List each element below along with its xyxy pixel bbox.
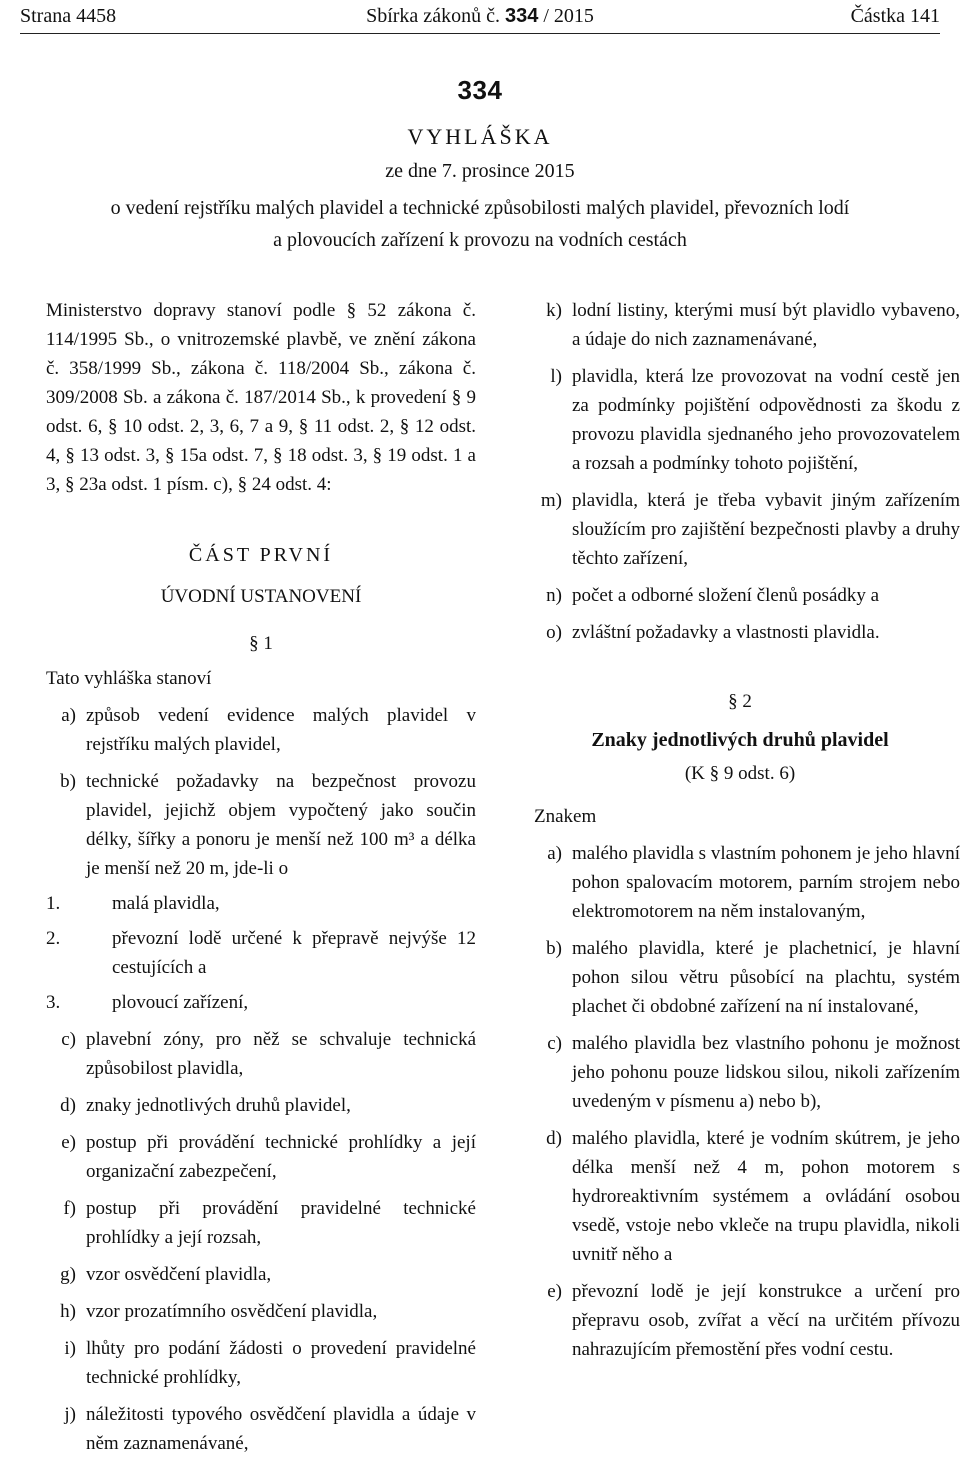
section-2-heading: § 2: [728, 691, 752, 712]
page-header: [20, 4, 940, 28]
item-text: zvláštní požadavky a vlastnosti plavidla.: [572, 622, 880, 643]
document-title-line-1: o vedení rejstříku malých plavidel a technické způsobilosti malých plavidel, převozních lodí: [110, 197, 850, 219]
part-label: Částka 141: [850, 5, 940, 27]
list-item: [520, 934, 960, 1021]
list-item: [520, 1277, 960, 1364]
item-text: plavební zóny, pro něž se schvaluje technická způsobilost plavidla,: [86, 1029, 476, 1079]
list-item: [46, 767, 476, 883]
item-text: způsob vedení evidence malých plavidel v rejstříku malých plavidel,: [86, 705, 476, 755]
item-text: vzor prozatímního osvědčení plavidla,: [86, 1301, 378, 1322]
list-item: [46, 1091, 476, 1120]
list-item: [520, 362, 960, 478]
sub-item-label: 3.: [46, 992, 61, 1013]
section-1-lead: Tato vyhláška stanoví: [46, 668, 212, 689]
page-number: Strana 4458: [20, 5, 117, 27]
item-text: počet a odborné složení členů posádky a: [572, 585, 880, 606]
item-label: a): [61, 705, 76, 726]
item-label: c): [61, 1029, 76, 1050]
list-item: [46, 1260, 476, 1289]
item-text: vzor osvědčení plavidla,: [86, 1264, 272, 1285]
collection-number: 334: [504, 5, 539, 27]
collection-prefix: Sbírka zákonů č.: [366, 5, 500, 27]
section-2-title: Znaky jednotlivých druhů plavidel: [591, 729, 889, 751]
item-text: malého plavidla, které je vodním skútrem, je jeho délka menší než 4 m, pohon motorem s hydroreaktivním systémem a ovládání osobou vsedě, vstoje nebo vkleče na trupu plavidla, nikoli uvnitř něho a: [572, 1128, 960, 1265]
list-item: [46, 1334, 476, 1392]
section-2-reference: (K § 9 odst. 6): [684, 763, 796, 784]
item-label: h): [60, 1301, 76, 1322]
document-date: ze dne 7. prosince 2015: [385, 160, 575, 182]
item-text: plavidla, která je třeba vybavit jiným zařízením sloužícím pro zajištění bezpečnosti plavby a druhy těchto zařízení,: [572, 490, 960, 569]
item-text: plavidla, která lze provozovat na vodní cestě jen za podmínky pojištění odpovědnosti za škodu z provozu plavidla sjednaného jeho provozovatelem a rozsah a podmínky tohoto pojištění,: [572, 366, 960, 474]
item-label: j): [64, 1404, 76, 1425]
item-label: k): [546, 300, 562, 321]
right-column: [520, 296, 960, 1364]
item-label: a): [547, 843, 562, 864]
part-name: ÚVODNÍ USTANOVENÍ: [160, 586, 362, 607]
list-item: [520, 581, 960, 610]
document-title: [20, 192, 940, 256]
section-2-lead: Znakem: [534, 806, 597, 827]
item-label: n): [546, 585, 562, 606]
sub-item-text: malá plavidla,: [112, 893, 220, 914]
item-text: lodní listiny, kterými musí být plavidlo vybaveno, a údaje do nich zaznamenávané,: [572, 300, 960, 350]
list-item: [520, 1029, 960, 1116]
left-column: [46, 296, 476, 1458]
section-1-heading: § 1: [249, 633, 273, 654]
item-text: lhůty pro podání žádosti o provedení pravidelné technické prohlídky,: [86, 1338, 476, 1388]
list-item: [520, 296, 960, 354]
item-text: malého plavidla s vlastním pohonem je jeho hlavní pohon spalovacím motorem, parním strojem nebo elektromotorem na něm instalovaným,: [572, 843, 960, 922]
item-label: m): [540, 490, 562, 511]
item-label: c): [547, 1033, 562, 1054]
list-item: [520, 486, 960, 573]
part-title: ČÁST PRVNÍ: [188, 544, 334, 566]
document-number: 334: [457, 75, 503, 105]
item-text: malého plavidla, které je plachetnicí, je hlavní pohon silou větru působící na plachtu, systém plachet či obdobné zařízení na ní instalované,: [572, 938, 960, 1017]
sub-item-label: 2.: [46, 928, 61, 949]
sub-item: [46, 924, 476, 982]
item-text: technické požadavky na bezpečnost provozu plavidel, jejichž objem vypočtený jako součin délky, šířky a ponoru je menší než 100 m³ a délka je menší než 20 m, jde-li o: [86, 771, 476, 879]
collection-year: / 2015: [543, 5, 594, 27]
item-text: postup při provádění pravidelné technické prohlídky a její rozsah,: [86, 1198, 476, 1248]
collection-label: [20, 4, 940, 28]
sub-item-label: 1.: [46, 893, 61, 914]
item-label: b): [546, 938, 562, 959]
list-item: [46, 1128, 476, 1186]
item-text: znaky jednotlivých druhů plavidel,: [86, 1095, 351, 1116]
sub-item-text: plovoucí zařízení,: [112, 992, 249, 1013]
item-label: l): [550, 366, 562, 387]
item-text: převozní lodě je její konstrukce a určení pro přepravu osob, zvířat a věcí na určitém přívozu nahrazujícím přemostění přes vodní cestu.: [572, 1281, 960, 1360]
sub-item: [46, 988, 476, 1017]
item-label: e): [547, 1281, 562, 1302]
item-label: d): [60, 1095, 76, 1116]
item-label: d): [546, 1128, 562, 1149]
item-text: postup při provádění technické prohlídky a její organizační zabezpečení,: [86, 1132, 476, 1182]
item-label: g): [60, 1264, 76, 1285]
list-item: [520, 618, 960, 647]
document-type: VYHLÁŠKA: [407, 124, 553, 149]
document-title-line-2: a plovoucích zařízení k provozu na vodních cestách: [273, 229, 687, 251]
item-label: b): [60, 771, 76, 792]
list-item: [520, 839, 960, 926]
item-label: o): [546, 622, 562, 643]
item-label: f): [63, 1198, 76, 1219]
list-item: [46, 701, 476, 759]
item-text: náležitosti typového osvědčení plavidla a údaje v něm zaznamenávané,: [86, 1404, 476, 1454]
intro-paragraph: Ministerstvo dopravy stanoví podle § 52 zákona č. 114/1995 Sb., o vnitrozemské plavbě, ve znění zákona č. 358/1999 Sb., zákona č. 118/2004 Sb., zákona č. 309/2008 Sb. a zákona č. 187/2014 Sb., k provedení § 9 odst. 6, § 10 odst. 2, 3, 6, 7 a 9, § 11 odst. 2, § 12 odst. 4, § 13 odst. 3, § 15a odst. 7, § 18 odst. 3, § 19 odst. 1 a 3, § 23a odst. 1 písm. c), § 24 odst. 4:: [46, 300, 476, 495]
list-item: [520, 1124, 960, 1269]
list-item: [46, 1400, 476, 1458]
sub-item-text: převozní lodě určené k přepravě nejvýše 12 cestujících a: [112, 928, 476, 978]
sub-item: [46, 889, 476, 918]
header-divider: [20, 33, 940, 34]
list-item: [46, 1025, 476, 1083]
list-item: [46, 1194, 476, 1252]
list-item: [46, 1297, 476, 1326]
item-label: e): [61, 1132, 76, 1153]
item-text: malého plavidla bez vlastního pohonu je možnost jeho pohonu pouze lidskou silou, nikoli zařízením uvedeným v písmenu a) nebo b),: [572, 1033, 960, 1112]
item-label: i): [64, 1338, 76, 1359]
